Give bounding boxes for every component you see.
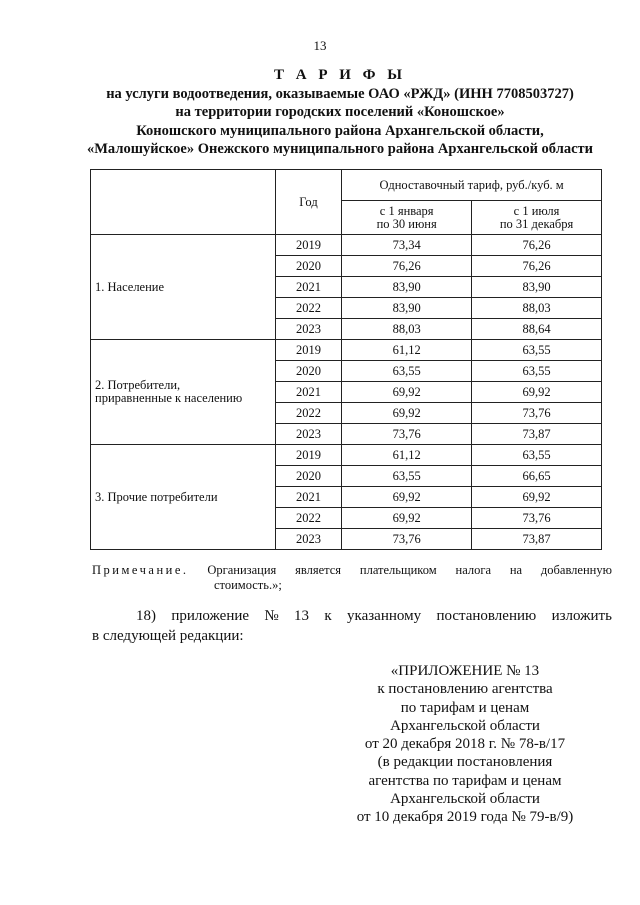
year-cell: 2019 (275, 235, 342, 256)
tariff-h1-cell: 61,12 (342, 445, 472, 466)
header-category (91, 170, 276, 235)
year-cell: 2020 (275, 466, 342, 487)
year-cell: 2021 (275, 382, 342, 403)
tariff-h2-cell: 69,92 (472, 382, 602, 403)
header-year: Год (275, 170, 342, 235)
tariff-h1-cell: 63,55 (342, 466, 472, 487)
year-cell: 2023 (275, 319, 342, 340)
tariff-h1-cell: 73,76 (342, 424, 472, 445)
note-line-2: стоимость.»; (214, 578, 282, 592)
tariff-h2-cell: 73,87 (472, 424, 602, 445)
tariff-h2-cell: 73,76 (472, 403, 602, 424)
year-cell: 2021 (275, 277, 342, 298)
tariff-h1-cell: 73,34 (342, 235, 472, 256)
tariff-h2-cell: 73,76 (472, 508, 602, 529)
table-row (91, 340, 602, 361)
title-line-1: Т А Р И Ф Ы (273, 67, 407, 83)
paragraph-line-2: в следующей редакции: (92, 628, 244, 644)
table-row (91, 445, 602, 466)
tariff-h1-cell: 88,03 (342, 319, 472, 340)
amendment-paragraph: 18) приложение № 13 к указанному постановлению изложить в следующей редакции: (92, 608, 612, 644)
tariff-h2-cell: 63,55 (472, 340, 602, 361)
tariff-h2-cell: 83,90 (472, 277, 602, 298)
consumer-category: 1. Население (91, 235, 276, 340)
tariff-h2-cell: 66,65 (472, 466, 602, 487)
tariff-h2-cell: 76,26 (472, 256, 602, 277)
header-tariff: Одноставочный тариф, руб./куб. м (342, 170, 602, 201)
year-cell: 2022 (275, 508, 342, 529)
note-label: Примечание. (92, 563, 189, 577)
title-line-2: на услуги водоотведения, оказываемые ОАО «РЖД» (ИНН 7708503727) (106, 85, 574, 102)
header-period-2: с 1 июля по 31 декабря (472, 201, 602, 235)
tariff-h2-cell: 63,55 (472, 361, 602, 382)
tariff-h2-cell: 69,92 (472, 487, 602, 508)
table-row (91, 235, 602, 256)
year-cell: 2022 (275, 298, 342, 319)
year-cell: 2020 (275, 256, 342, 277)
header-period-1: с 1 января по 30 июня (342, 201, 472, 235)
title-line-5: «Малошуйское» Онежского муниципального района Архангельской области (87, 141, 593, 157)
consumer-category: 2. Потребители, приравненные к населению (91, 340, 276, 445)
tariff-h2-cell: 88,03 (472, 298, 602, 319)
tariff-h2-cell: 73,87 (472, 529, 602, 550)
consumer-category: 3. Прочие потребители (91, 445, 276, 550)
year-cell: 2020 (275, 361, 342, 382)
tariff-h1-cell: 73,76 (342, 529, 472, 550)
appendix-header: «ПРИЛОЖЕНИЕ № 13 к постановлению агентства по тарифам и ценам Архангельской области от 20 декабря 2018 г. № 78-в/17 (в редакции постановления агентства по тарифам и ценам Архангельской области от 10 декабря 2019 года № 79-в/9) (356, 663, 574, 826)
tariff-h1-cell: 61,12 (342, 340, 472, 361)
tariff-h1-cell: 76,26 (342, 256, 472, 277)
tariff-h2-cell: 63,55 (472, 445, 602, 466)
year-cell: 2019 (275, 340, 342, 361)
tariff-h1-cell: 83,90 (342, 277, 472, 298)
page-number: 13 (313, 38, 327, 53)
document-title (60, 66, 620, 159)
year-cell: 2022 (275, 403, 342, 424)
table-note: Примечание. Организация является плательщиком налога на добавленную стоимость.»; (92, 563, 612, 592)
tariff-h1-cell: 83,90 (342, 298, 472, 319)
tariff-h1-cell: 69,92 (342, 487, 472, 508)
year-cell: 2019 (275, 445, 342, 466)
tariff-h1-cell: 69,92 (342, 382, 472, 403)
year-cell: 2021 (275, 487, 342, 508)
tariff-table (90, 169, 602, 550)
tariff-h1-cell: 69,92 (342, 508, 472, 529)
year-cell: 2023 (275, 424, 342, 445)
title-line-3: на территории городских поселений «Коношское» (175, 104, 505, 120)
tariff-h2-cell: 88,64 (472, 319, 602, 340)
tariff-h1-cell: 69,92 (342, 403, 472, 424)
year-cell: 2023 (275, 529, 342, 550)
tariff-h1-cell: 63,55 (342, 361, 472, 382)
tariff-h2-cell: 76,26 (472, 235, 602, 256)
title-line-4: Коношского муниципального района Архангельской области, (136, 122, 544, 139)
